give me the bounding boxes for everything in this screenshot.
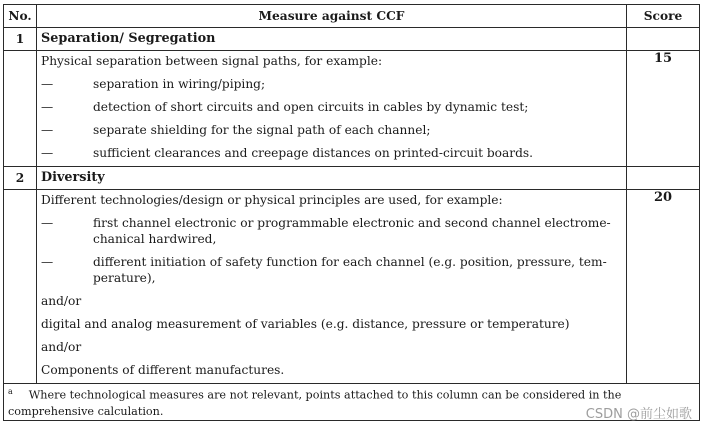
section-2-title: Diversity xyxy=(37,167,627,190)
section-2-score-blank xyxy=(627,167,700,190)
section-2-body xyxy=(37,190,627,384)
header-score: Score xyxy=(627,5,700,28)
list-item xyxy=(41,97,622,120)
header-measure: Measure against CCF xyxy=(37,5,627,28)
section-2-number-blank xyxy=(4,190,37,384)
section-1-body-row xyxy=(4,51,700,167)
list-item-text: sufficient clearances and creepage distances on printed-circuit boards. xyxy=(93,146,534,160)
section-1-score-blank xyxy=(627,28,700,51)
list-item-text: separation in wiring/piping; xyxy=(93,77,266,91)
section-1-score: 15 xyxy=(627,51,700,167)
section-1-body xyxy=(37,51,627,167)
section-2-number: 2 xyxy=(4,167,37,190)
list-item-text: detection of short circuits and open circuits in cables by dynamic test; xyxy=(93,100,529,114)
list-item-text: different initiation of safety function for each channel (e.g. position, pressure, tem-perature), xyxy=(93,255,607,285)
list-item xyxy=(41,74,622,97)
list-item-text: first channel electronic or programmable electronic and second channel electrome-chanical hardwired, xyxy=(93,216,611,246)
table-header-row xyxy=(4,5,700,28)
section-2-body-row xyxy=(4,190,700,384)
section-2-intro: Different technologies/design or physical principles are used, for example: xyxy=(41,193,503,207)
list-dash: — xyxy=(41,255,54,269)
list-dash: — xyxy=(41,100,54,114)
list-item xyxy=(41,252,622,291)
and-or-connector: and/or xyxy=(41,294,82,308)
footnote-mark: a xyxy=(8,387,13,396)
section-1-title: Separation/ Segregation xyxy=(37,28,627,51)
list-dash: — xyxy=(41,146,54,160)
ccf-measures-table xyxy=(3,4,700,421)
list-item xyxy=(41,213,622,252)
header-no: No. xyxy=(4,5,37,28)
section-2-heading-row xyxy=(4,167,700,190)
section-1-number-blank xyxy=(4,51,37,167)
footnote-text: Where technological measures are not relevant, points attached to this column can be considered in the comprehensive calculation. xyxy=(8,388,622,418)
section-2-components-text: Components of different manufactures. xyxy=(41,363,285,377)
section-1-intro: Physical separation between signal paths, for example: xyxy=(41,54,383,68)
section-1-number: 1 xyxy=(4,28,37,51)
list-item-text: separate shielding for the signal path of each channel; xyxy=(93,123,431,137)
list-dash: — xyxy=(41,77,54,91)
csdn-watermark: CSDN @前尘如歌 xyxy=(585,407,692,422)
section-2-measurement-text: digital and analog measurement of variables (e.g. distance, pressure or temperature) xyxy=(41,317,570,331)
list-dash: — xyxy=(41,123,54,137)
list-item xyxy=(41,120,622,143)
section-2-score: 20 xyxy=(627,190,700,384)
and-or-connector: and/or xyxy=(41,340,82,354)
list-dash: — xyxy=(41,216,54,230)
list-item xyxy=(41,143,622,166)
section-1-heading-row xyxy=(4,28,700,51)
